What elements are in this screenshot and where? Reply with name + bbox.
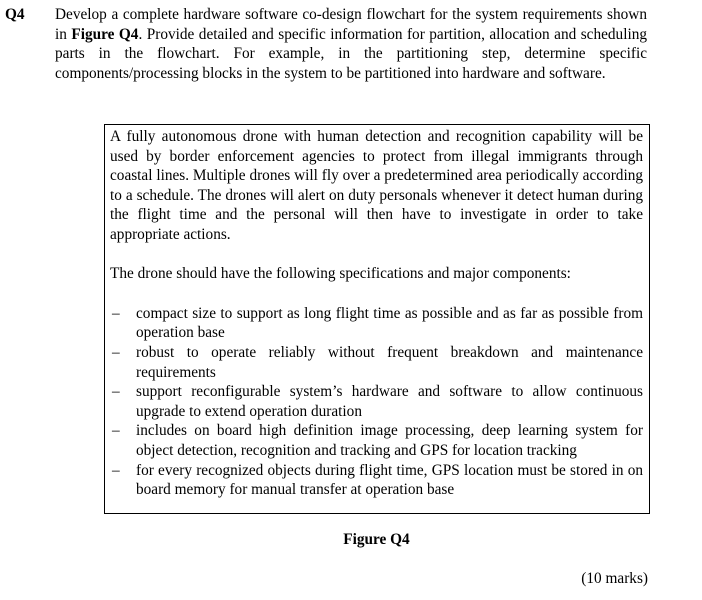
- question-text-before: Develop a complete hardware software co-design flowchart for the system requirements shown in: [55, 6, 647, 43]
- figure-reference: Figure Q4: [71, 25, 139, 43]
- question-text: [55, 5, 647, 83]
- spec-item: [110, 343, 643, 382]
- bullet-dash: –: [112, 383, 120, 401]
- question-text-after: . Provide detailed and specific information for partition, allocation and scheduling parts in the flowchart. For example, in the partitioning step, determine specific components/processing blocks in the system to be partitioned into hardware and software.: [55, 25, 647, 82]
- bullet-dash: –: [112, 343, 120, 361]
- spec-item: [110, 461, 643, 500]
- spec-item-text: robust to operate reliably without frequent breakdown and maintenance requirements: [136, 343, 643, 381]
- bullet-dash: –: [112, 461, 120, 479]
- spec-item-text: includes on board high definition image processing, deep learning system for object detection, recognition and tracking and GPS for location tracking: [136, 422, 643, 459]
- bullet-dash: –: [112, 422, 120, 440]
- bullet-dash: –: [112, 304, 120, 322]
- spec-item: [110, 304, 643, 343]
- spec-list: [110, 304, 643, 500]
- spec-item-text: for every recognized objects during flight time, GPS location must be stored in on board memory for manual transfer at operation base: [136, 461, 643, 499]
- marks-label: (10 marks): [581, 570, 648, 587]
- spec-item-text: support reconfigurable system’s hardware and software to allow continuous upgrade to extend operation duration: [136, 383, 643, 420]
- scenario-paragraph: A fully autonomous drone with human detection and recognition capability will be used by border enforcement agencies to protect from illegal immigrants through coastal lines. Multiple drones will fly over a predetermined area periodically according to a schedule. The drones will alert on duty personals whenever it detect human during the flight time and the personal will then have to investigate in order to take appropriate actions.: [110, 128, 643, 243]
- figure-box: [104, 124, 650, 514]
- figure-caption: Figure Q4: [343, 531, 410, 548]
- spec-intro: The drone should have the following specifications and major components:: [110, 265, 571, 283]
- spec-item: [110, 421, 643, 460]
- spec-item-text: compact size to support as long flight time as possible and as far as possible from operation base: [136, 304, 643, 342]
- question-number: Q4: [5, 6, 25, 23]
- spec-item: [110, 382, 643, 421]
